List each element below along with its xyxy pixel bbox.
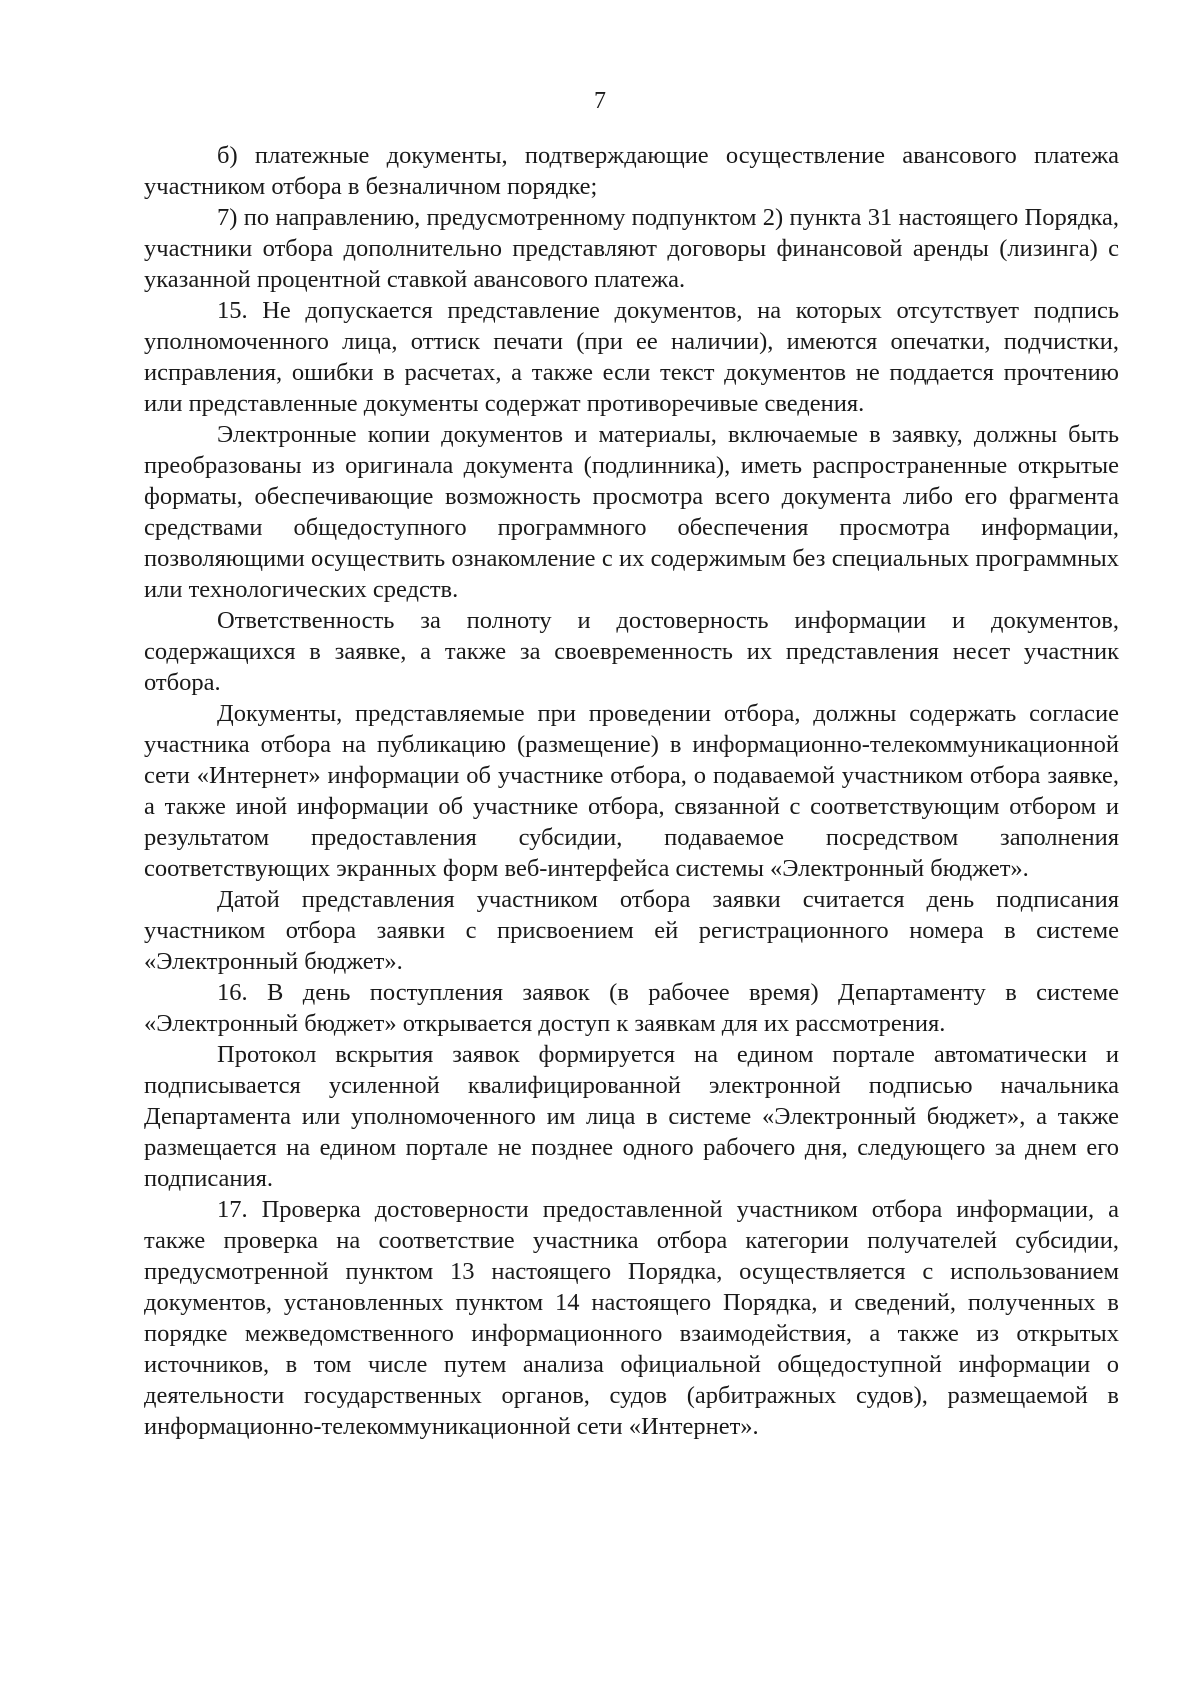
paragraph-payment-documents: б) платежные документы, подтверждающие осуществление авансового платежа участником отбора в безналичном порядке; [144,142,1119,200]
paragraph-clause-16: 16. В день поступления заявок (в рабочее время) Департаменту в системе «Электронный бюджет» открывается доступ к заявкам для их рассмотрения. [144,979,1119,1037]
paragraph-responsibility: Ответственность за полноту и достоверность информации и документов, содержащихся в заявке, а также за своевременность их представления несет участник отбора. [144,607,1119,696]
paragraph-clause-17: 17. Проверка достоверности предоставленной участником отбора информации, а также проверка на соответствие участника отбора категории получателей субсидии, предусмотренной пунктом 13 настоящего Порядка, осуществляется с использованием документов, установленных пунктом 14 настоящего Порядка, и сведений, полученных в порядке межведомственного информационного взаимодействия, а также из открытых источников, в том числе путем анализа официальной общедоступной информации о деятельности государственных органов, судов (арбитражных судов), размещаемой в информационно-телекоммуникационной сети «Интернет». [144,1196,1119,1440]
paragraph-leasing-contracts: 7) по направлению, предусмотренному подпунктом 2) пункта 31 настоящего Порядка, участники отбора дополнительно представляют договоры финансовой аренды (лизинга) с указанной процентной ставкой авансового платежа. [144,204,1119,293]
document-body [144,140,1119,1442]
paragraph-publication-consent: Документы, представляемые при проведении отбора, должны содержать согласие участника отбора на публикацию (размещение) в информационно-телекоммуникационной сети «Интернет» информации об участнике отбора, о подаваемой участником отбора заявке, а также иной информации об участнике отбора, связанной с соответствующим отбором и результатом предоставления субсидии, подаваемое посредством заполнения соответствующих экранных форм веб-интерфейса системы «Электронный бюджет». [144,700,1119,882]
paragraph-clause-15: 15. Не допускается представление документов, на которых отсутствует подпись уполномоченного лица, оттиск печати (при ее наличии), имеются опечатки, подчистки, исправления, ошибки в расчетах, а также если текст документов не поддается прочтению или представленные документы содержат противоречивые сведения. [144,297,1119,417]
paragraph-opening-protocol: Протокол вскрытия заявок формируется на едином портале автоматически и подписывается усиленной квалифицированной электронной подписью начальника Департамента или уполномоченного им лица в системе «Электронный бюджет», а также размещается на едином портале не позднее одного рабочего дня, следующего за днем его подписания. [144,1041,1119,1192]
paragraph-submission-date: Датой представления участником отбора заявки считается день подписания участником отбора заявки с присвоением ей регистрационного номера в системе «Электронный бюджет». [144,886,1119,975]
paragraph-electronic-copies: Электронные копии документов и материалы, включаемые в заявку, должны быть преобразованы из оригинала документа (подлинника), иметь распространенные открытые форматы, обеспечивающие возможность просмотра всего документа либо его фрагмента средствами общедоступного программного обеспечения просмотра информации, позволяющими осуществить ознакомление с их содержимым без специальных программных или технологических средств. [144,421,1119,603]
page-number: 7 [594,88,606,114]
